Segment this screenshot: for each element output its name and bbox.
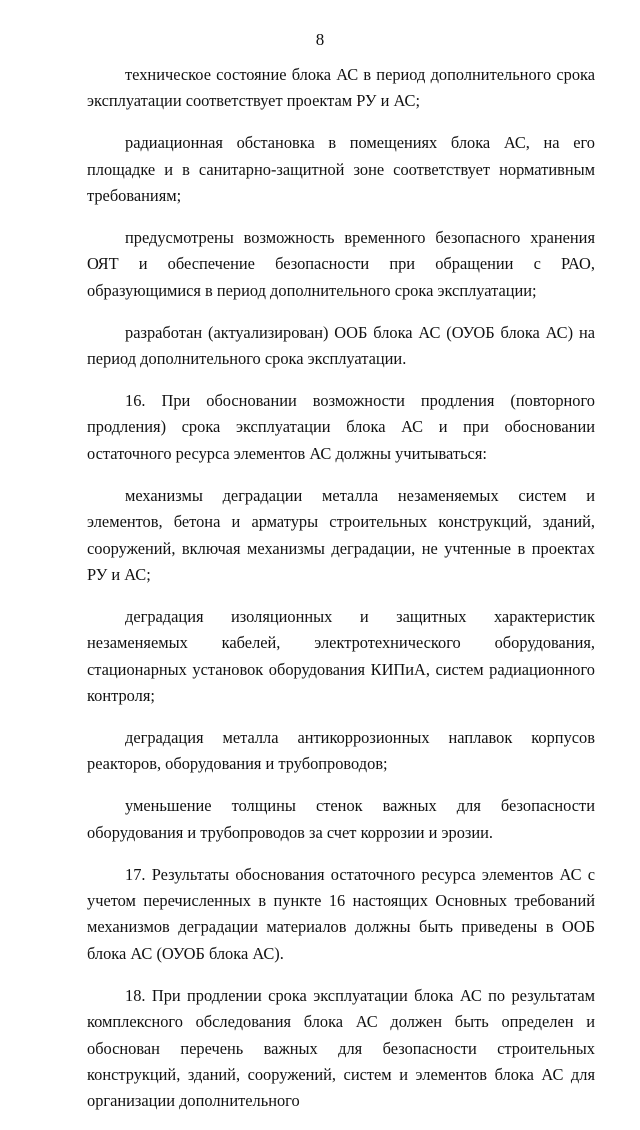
paragraph-item-17: 17. Результаты обоснования остаточного ресурса элементов АС с учетом перечисленных в пункте 16 настоящих Основных требований механизмов деградации материалов должны быть приведены в ООБ блока АС (ОУОБ блока АС).: [87, 864, 595, 963]
paragraph-cladding-degradation: деградация металла антикоррозионных наплавок корпусов реакторов, оборудования и трубопроводов;: [87, 728, 595, 774]
paragraph-safety-report: разработан (актуализирован) ООБ блока АС (ОУОБ блока АС) на период дополнительного срока эксплуатации.: [87, 322, 595, 369]
document-body: [87, 62, 595, 1130]
paragraph-storage-safety: предусмотрены возможность временного безопасного хранения ОЯТ и обеспечение безопасности при обращении с РАО, образующимися в период дополнительного срока эксплуатации;: [87, 228, 595, 300]
page-number: 8: [315, 30, 325, 49]
paragraph-insulation-degradation: деградация изоляционных и защитных характеристик незаменяемых кабелей, электротехнического оборудования, стационарных установок оборудования КИПиА, систем радиационного контроля;: [87, 606, 595, 706]
paragraph-item-18: 18. При продлении срока эксплуатации блока АС по результатам комплексного обследования блока АС должен быть определен и обоснован перечень важных для безопасности строительных конструкций, зданий, сооружений, систем и элементов блока АС для организации дополнительного: [87, 985, 595, 1111]
paragraph-item-16: 16. При обосновании возможности продления (повторного продления) срока эксплуатации блока АС и при обосновании остаточного ресурса элементов АС должны учитываться:: [87, 391, 595, 463]
paragraph-wall-thinning: уменьшение толщины стенок важных для безопасности оборудования и трубопроводов за счет коррозии и эрозии.: [87, 796, 595, 842]
paragraph-radiation-situation: радиационная обстановка в помещениях блока АС, на его площадке и в санитарно-защитной зоне соответствует нормативным требованиям;: [87, 133, 595, 206]
paragraph-technical-state: техническое состояние блока АС в период дополнительного срока эксплуатации соответствует проектам РУ и АС;: [87, 65, 595, 111]
paragraph-metal-degradation: механизмы деградации металла незаменяемых систем и элементов, бетона и арматуры строительных конструкций, зданий, сооружений, включая механизмы деградации, не учтенные в проектах РУ и АС;: [87, 485, 595, 584]
